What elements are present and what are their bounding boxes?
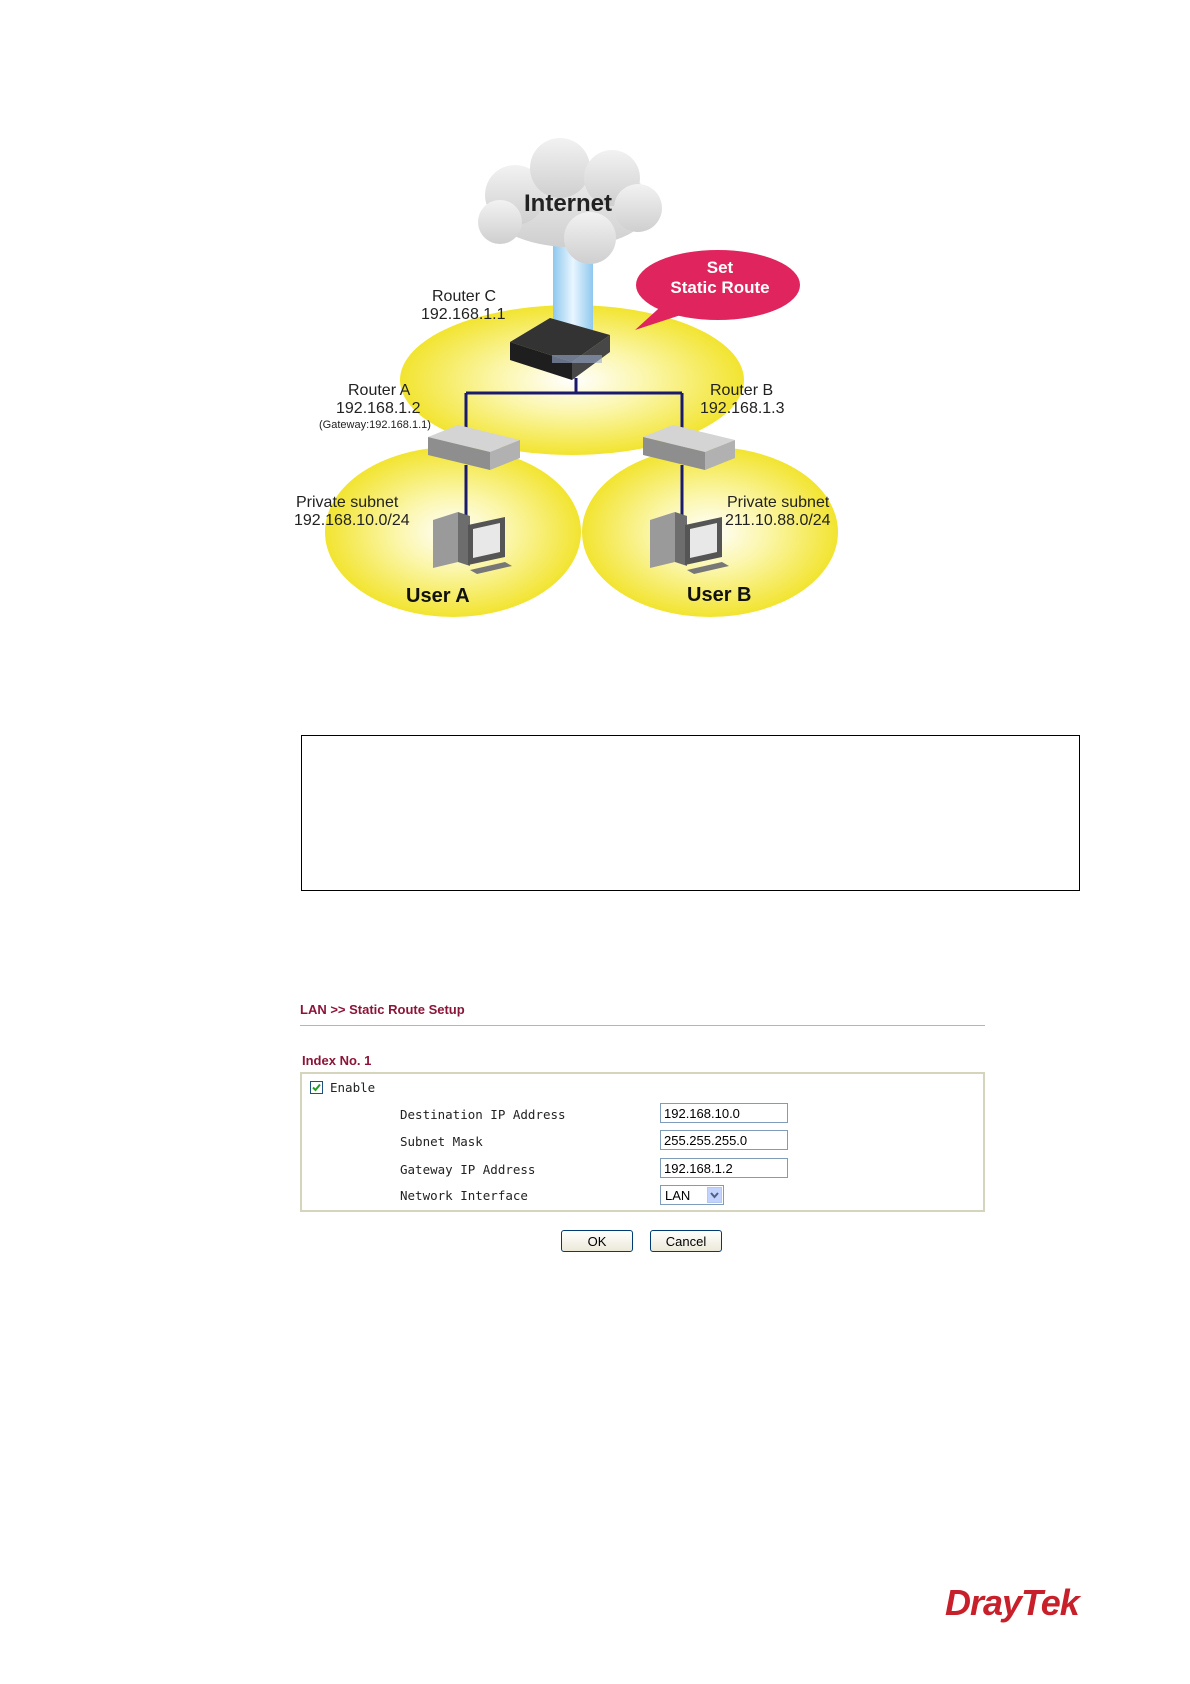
bubble-line-2: Static Route [670,278,770,297]
page-title: LAN >> Static Route Setup [300,1002,465,1017]
title-divider [300,1025,985,1026]
router-a-ip: 192.168.1.2 [336,400,421,417]
network-interface-value: LAN [665,1188,691,1203]
router-c-name: Router C [432,288,497,305]
subnet-a-label: Private subnet [296,494,399,511]
cancel-button[interactable]: Cancel [650,1230,722,1252]
subnet-b-value: 211.10.88.0/24 [725,512,831,529]
gateway-ip-input[interactable]: 192.168.1.2 [660,1158,788,1178]
subnet-b-label: Private subnet [727,494,830,511]
subnet-mask-label: Subnet Mask [400,1134,483,1149]
bubble-line-1: Set [706,258,734,277]
network-diagram [0,0,1190,640]
router-c-ip: 192.168.1.1 [421,306,506,323]
gateway-ip-label: Gateway IP Address [400,1162,536,1177]
network-interface-label: Network Interface [400,1188,528,1203]
router-a-name: Router A [348,382,411,399]
ok-button[interactable]: OK [561,1230,633,1252]
enable-checkbox[interactable] [310,1081,323,1094]
user-b-label: User B [687,584,752,606]
enable-label: Enable [330,1080,376,1095]
router-a-gateway: (Gateway:192.168.1.1) [319,419,431,431]
network-interface-select[interactable] [660,1185,724,1205]
subnet-a-value: 192.168.10.0/24 [294,512,410,529]
destination-ip-input[interactable]: 192.168.10.0 [660,1103,788,1123]
subnet-mask-input[interactable]: 255.255.255.0 [660,1130,788,1150]
draytek-logo: DrayTek [945,1582,1079,1623]
destination-ip-label: Destination IP Address [400,1107,566,1122]
router-b-name: Router B [710,382,774,399]
chevron-down-icon[interactable] [707,1187,722,1203]
note-box [301,735,1080,891]
check-icon [311,1082,322,1093]
user-a-label: User A [406,585,470,607]
router-b-ip: 192.168.1.3 [700,400,785,417]
index-label: Index No. 1 [302,1053,372,1068]
diagram-graphic [0,0,1190,640]
internet-label: Internet [524,190,613,217]
